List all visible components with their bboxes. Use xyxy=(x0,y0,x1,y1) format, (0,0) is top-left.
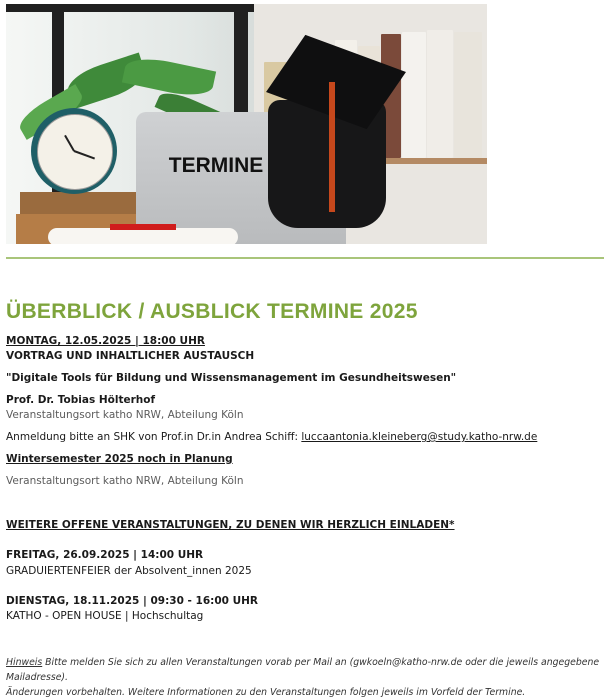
notice xyxy=(6,655,604,700)
event-location: Veranstaltungsort katho NRW, Abteilung Köln xyxy=(6,409,244,421)
notice-label: Hinweis xyxy=(6,657,43,668)
event-date: DIENSTAG, 18.11.2025 | 09:30 - 16:00 UHR xyxy=(6,595,259,607)
event-description: KATHO - OPEN HOUSE | Hochschultag xyxy=(6,610,204,622)
event-date: FREITAG, 26.09.2025 | 14:00 UHR xyxy=(6,549,204,561)
diploma-scroll xyxy=(48,228,238,244)
divider-line xyxy=(6,257,604,259)
event-date: MONTAG, 12.05.2025 | 18:00 UHR xyxy=(6,335,205,347)
book-stack xyxy=(20,192,140,214)
registration-text: Anmeldung bitte an SHK von Prof.in Dr.in Andrea Schiff: xyxy=(6,431,302,443)
diploma-ribbon xyxy=(110,224,176,230)
page-title: ÜBERBLICK / AUSBLICK TERMINE 2025 xyxy=(6,300,418,323)
event-title: "Digitale Tools für Bildung und Wissensmanagement im Gesundheitswesen" xyxy=(6,372,457,384)
cap-tassel xyxy=(329,82,335,212)
hero-image xyxy=(6,4,487,244)
laptop-label: TERMINE xyxy=(168,154,264,177)
notice-text: Änderungen vorbehalten. Weitere Informationen zu den Veranstaltungen folgen jeweils im Vorfeld der Termine. xyxy=(6,687,526,698)
section-heading: WEITERE OFFENE VERANSTALTUNGEN, ZU DENEN WIR HERZLICH EINLADEN* xyxy=(6,519,455,531)
book xyxy=(402,32,426,158)
event-type: VORTRAG UND INHALTLICHER AUSTAUSCH xyxy=(6,350,255,362)
event-registration xyxy=(6,430,537,444)
book xyxy=(454,32,482,158)
event-speaker: Prof. Dr. Tobias Hölterhof xyxy=(6,394,156,406)
registration-email-link[interactable]: luccaantonia.kleineberg@study.katho-nrw.de xyxy=(301,431,538,443)
event-description: GRADUIERTENFEIER der Absolvent_innen 2025 xyxy=(6,565,252,577)
event-location: Veranstaltungsort katho NRW, Abteilung Köln xyxy=(6,475,244,487)
book xyxy=(427,30,453,158)
event-title: Wintersemester 2025 noch in Planung xyxy=(6,453,233,465)
notice-text: Bitte melden Sie sich zu allen Veranstaltungen vorab per Mail an (gwkoeln@katho-nrw.de oder die jeweils angegebene Mailadresse). xyxy=(6,657,600,683)
